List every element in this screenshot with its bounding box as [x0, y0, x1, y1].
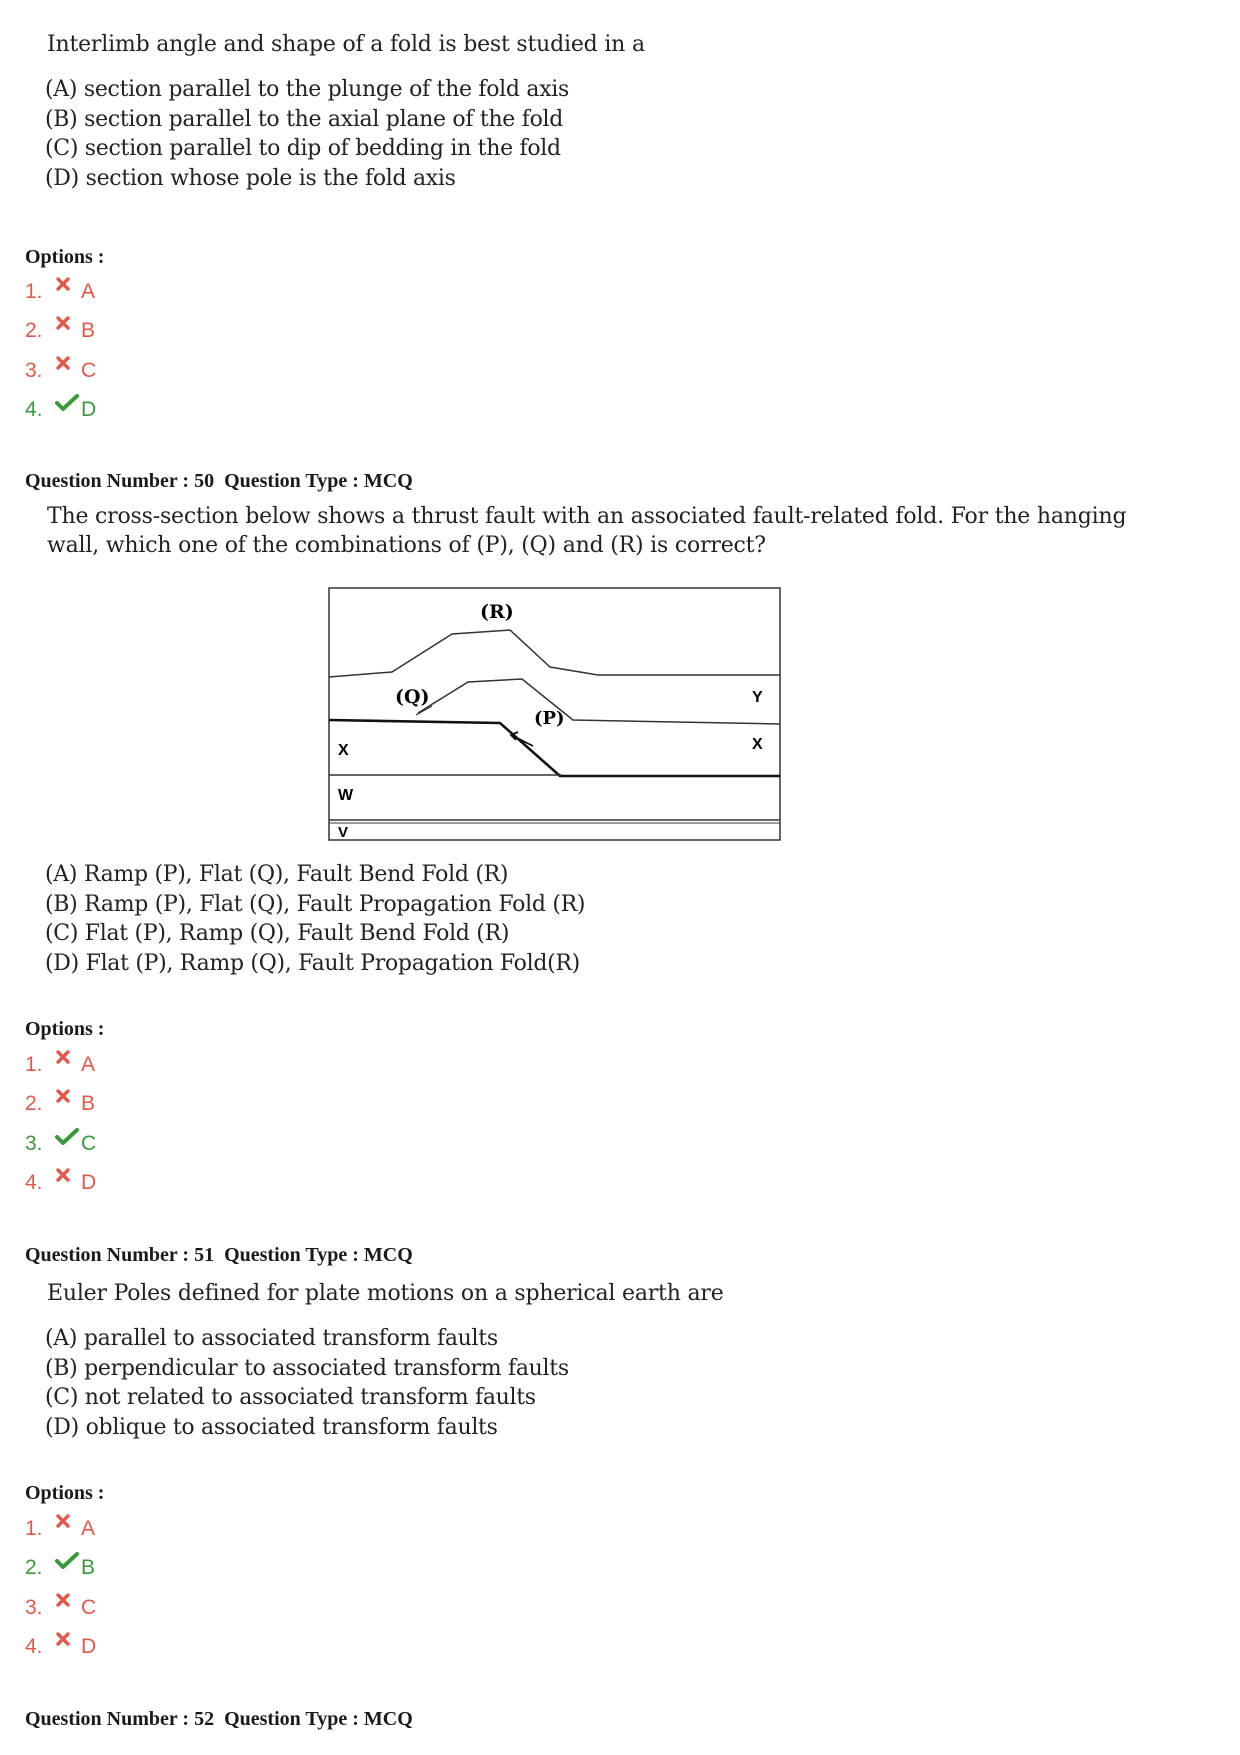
label-w: W — [338, 787, 354, 804]
cross-icon — [55, 1088, 81, 1104]
check-icon — [55, 394, 81, 412]
option-letter: C — [81, 359, 97, 382]
option-number: 2. — [25, 1092, 43, 1115]
q49-choice-c: (C) section parallel to dip of bedding in the fold — [45, 136, 561, 161]
cross-icon — [55, 1592, 81, 1608]
q50-option-2[interactable] — [25, 1092, 95, 1122]
cross-icon — [55, 1167, 81, 1183]
q51-choices — [45, 1324, 569, 1442]
option-letter: D — [81, 398, 97, 421]
option-letter: A — [81, 280, 96, 303]
q49-option-3[interactable] — [25, 359, 96, 389]
q51-option-1[interactable] — [25, 1517, 95, 1547]
q51-choice-d: (D) oblique to associated transform faults — [45, 1414, 498, 1440]
q50-header: Question Number : 50 Question Type : MCQ — [25, 470, 413, 492]
label-p: (P) — [534, 708, 565, 729]
q50-choice-b: (B) Ramp (P), Flat (Q), Fault Propagation Fold (R) — [45, 891, 586, 917]
q50-options-label: Options : — [25, 1018, 105, 1040]
cross-icon — [55, 276, 81, 292]
q50-option-1[interactable] — [25, 1053, 95, 1083]
option-number: 1. — [25, 280, 43, 303]
q51-stem-text: Euler Poles defined for plate motions on a spherical earth are — [47, 1281, 724, 1306]
q51-choice-a: (A) parallel to associated transform faults — [45, 1326, 498, 1351]
q50-choices — [45, 860, 585, 978]
cross-icon — [55, 1631, 81, 1647]
option-letter: A — [81, 1517, 96, 1540]
label-y: Y — [752, 689, 763, 706]
option-number: 4. — [25, 398, 43, 421]
label-x-right: X — [752, 736, 763, 753]
q49-choices — [45, 75, 569, 193]
q51-option-3[interactable] — [25, 1596, 96, 1626]
option-letter: D — [81, 1171, 97, 1194]
option-number: 1. — [25, 1517, 43, 1540]
option-number: 4. — [25, 1171, 43, 1194]
check-icon — [55, 1128, 81, 1146]
q50-cross-section-figure — [328, 587, 782, 847]
q50-choice-d: (D) Flat (P), Ramp (Q), Fault Propagation Fold(R) — [45, 950, 580, 976]
q49-option-1[interactable] — [25, 280, 95, 310]
option-letter: C — [81, 1596, 97, 1619]
q50-stem-line2: wall, which one of the combinations of (P), (Q) and (R) is correct? — [47, 533, 766, 558]
q50-stem — [47, 502, 1126, 560]
option-number: 4. — [25, 1635, 43, 1658]
q51-choice-c: (C) not related to associated transform faults — [45, 1385, 536, 1410]
q51-option-4[interactable] — [25, 1635, 96, 1665]
q49-option-2[interactable] — [25, 319, 95, 349]
option-letter: D — [81, 1635, 97, 1658]
q49-choice-b: (B) section parallel to the axial plane of the fold — [45, 106, 564, 132]
fault-fold-diagram — [328, 587, 782, 843]
option-letter: B — [81, 1092, 96, 1115]
q50-choice-c: (C) Flat (P), Ramp (Q), Fault Bend Fold (R) — [45, 921, 510, 946]
label-x-left: X — [338, 742, 349, 759]
option-number: 1. — [25, 1053, 43, 1076]
q49-option-4[interactable] — [25, 398, 96, 428]
option-number: 2. — [25, 319, 43, 342]
cross-icon — [55, 315, 81, 331]
option-letter: B — [81, 319, 96, 342]
option-number: 3. — [25, 1596, 43, 1619]
cross-icon — [55, 355, 81, 371]
q52-header: Question Number : 52 Question Type : MCQ — [25, 1708, 413, 1730]
option-letter: C — [81, 1132, 97, 1155]
q49-stem — [47, 30, 645, 59]
label-r: (R) — [480, 601, 514, 623]
label-q: (Q) — [395, 686, 430, 708]
q50-stem-line1: The cross-section below shows a thrust fault with an associated fault-related fold. For the hanging — [47, 504, 1127, 529]
cross-icon — [55, 1513, 81, 1529]
option-letter: B — [81, 1556, 96, 1579]
option-number: 2. — [25, 1556, 43, 1579]
q49-choice-a: (A) section parallel to the plunge of the fold axis — [45, 77, 570, 102]
check-icon — [55, 1552, 81, 1570]
option-letter: A — [81, 1053, 96, 1076]
q51-option-2[interactable] — [25, 1556, 95, 1586]
q50-option-4[interactable] — [25, 1171, 96, 1201]
q51-options-label: Options : — [25, 1482, 105, 1504]
q51-choice-b: (B) perpendicular to associated transform faults — [45, 1355, 569, 1381]
q50-choice-a: (A) Ramp (P), Flat (Q), Fault Bend Fold (R) — [45, 862, 509, 887]
option-number: 3. — [25, 1132, 43, 1155]
q49-stem-text: Interlimb angle and shape of a fold is best studied in a — [47, 32, 645, 57]
option-number: 3. — [25, 359, 43, 382]
q50-option-3[interactable] — [25, 1132, 96, 1162]
label-v: V — [338, 824, 349, 841]
q51-header: Question Number : 51 Question Type : MCQ — [25, 1244, 413, 1266]
q51-stem — [47, 1279, 724, 1308]
q49-choice-d: (D) section whose pole is the fold axis — [45, 165, 456, 191]
q49-options-label: Options : — [25, 246, 105, 268]
cross-icon — [55, 1049, 81, 1065]
